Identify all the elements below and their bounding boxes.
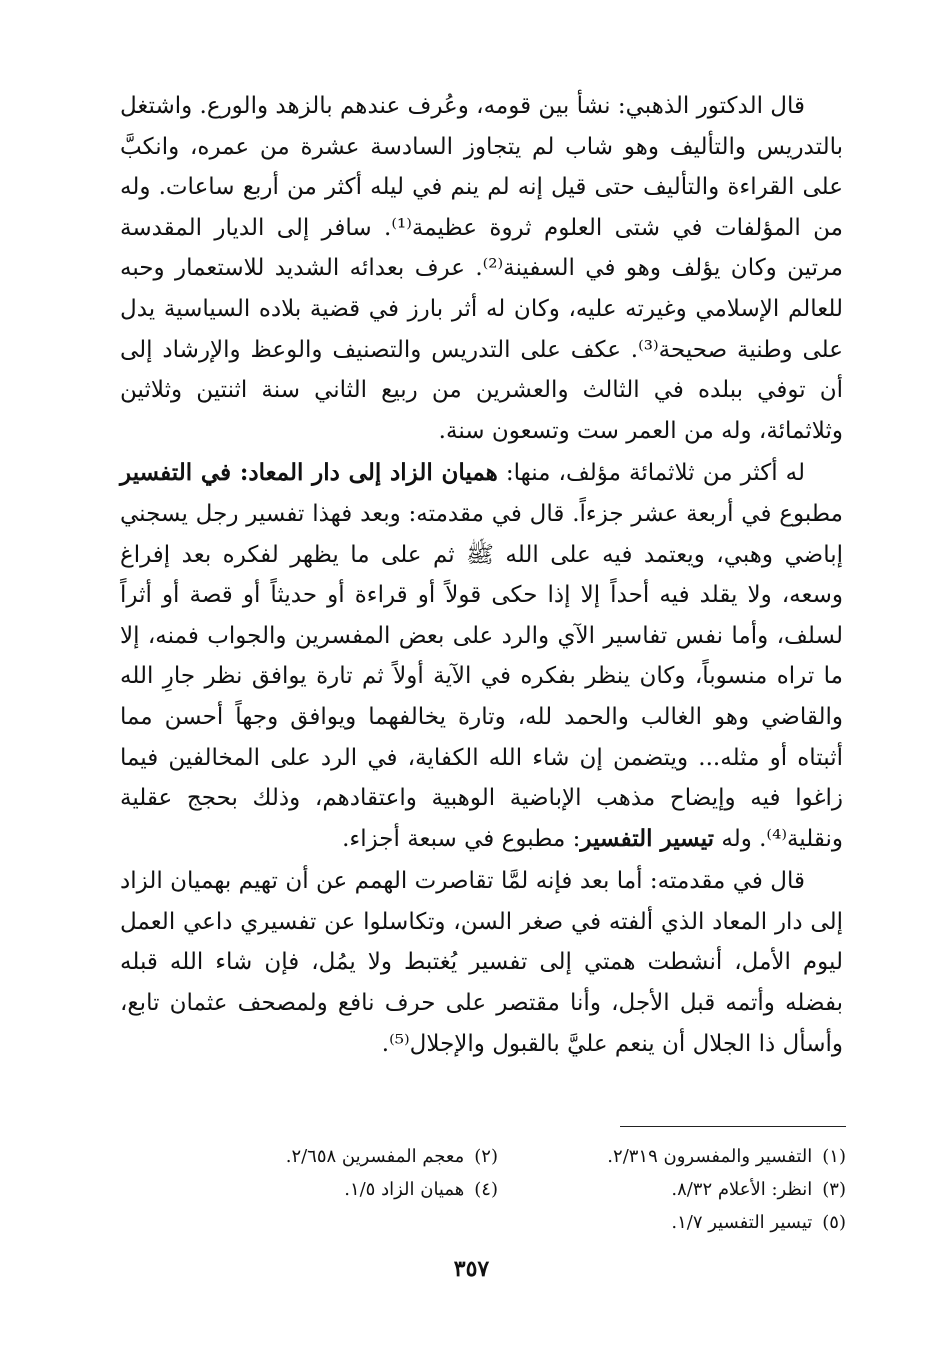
footnote-text: هميان الزاد ١/٥. [344,1179,465,1200]
paragraph-works [120,453,843,859]
footnote-5 [498,1206,846,1239]
footnote-4 [150,1173,498,1206]
footnote-text: معجم المفسرين ٢/٦٥٨. [285,1146,465,1167]
works-intro: له أكثر من ثلاثمائة مؤلف، منها: [497,460,805,487]
footnote-text: التفسير والمفسرون ٢/٣١٩. [607,1146,813,1167]
footnote-row [150,1206,846,1239]
main-text [120,86,843,1064]
paragraph-biography: قال الدكتور الذهبي: نشأ بين قومه، وعُرف عندهم بالزهد والورع. واشتغل بالتدريس والتأليف وهو شاب لم يتجاوز السادسة عشرة من عمره، وانكبَّ على القراءة والتأليف حتى قيل إنه لم ينم في ليله أكثر من أربع ساعات. وله من المؤلفات في شتى العلوم ثروة عظيمة⁽¹⁾. سافر إلى الديار المقدسة مرتين وكان يؤلف وهو في السفينة⁽²⁾. عرف بعدائه الشديد للاستعمار وحبه للعالم الإسلامي وغيرته عليه، وكان له أثر بارز في قضية بلاده السياسية يدل على وطنية صحيحة⁽³⁾. عكف على التدريس والتصنيف والوعظ والإرشاد إلى أن توفي ببلده في الثالث والعشرين من ربيع الثاني سنة اثنتين وثلاثين وثلاثمائة، وله من العمر ست وتسعون سنة. [120,93,843,444]
footnote-text: انظر: الأعلام ٨/٣٢. [671,1179,813,1200]
footnote-number: (١) [822,1146,846,1167]
footnote-3 [498,1173,846,1206]
footnote-2 [150,1140,498,1173]
footnote-number: (٥) [822,1212,846,1233]
footnote-row [150,1173,846,1206]
book-title-taysir: تيسير التفسير [580,824,715,852]
footnotes [150,1140,846,1239]
footnote-divider [620,1126,846,1127]
footnote-number: (٢) [474,1146,498,1167]
footnote-number: (٤) [474,1179,498,1200]
book-title-hemyan: هميان الزاد إلى دار المعاد: في التفسير [120,459,498,487]
works-description: مطبوع في أربعة عشر جزءاً. قال في مقدمته: وبعد فهذا تفسير رجل يسجني إباضي وهبي، ويعتمد فيه على الله ﷺ ثم على ما يظهر لفكره بعد إفراغ وسعه، ولا يقلد فيه أحداً إلا إذا حكى قولاً أو قراءة أو حديثاً أو قصة أو أثراً لسلف، وأما نفس تفاسير الآي والرد على بعض المفسرين والجواب فمنه، إلا ما تراه منسوباً، وكان ينظر بفكره في الآية أولاً ثم تارة يوافق نظر جارِ الله والقاضي وهو الغالب والحمد لله، وتارة يخالفهما ويوافق وجهاً أحسن مما أثبتاه أو مثله... ويتضمن إن شاء الله الكفاية، في الرد على المخالفين فيما زاغوا فيه وإيضاح مذهب الإباضية الوهبية واعتقادهم، وذلك بحجج عقلية ونقلية⁽⁴⁾. وله [120,500,843,852]
works-end: : مطبوع في سبعة أجزاء. [342,825,581,852]
paragraph-introduction-quote: قال في مقدمته: أما بعد فإنه لمَّا تقاصرت الهمم عن أن تهيم بهميان الزاد إلى دار المعاد الذي ألفته في صغر السن، وتكاسلوا عن تفسيري داعي العمل ليوم الأمل، أنشطت همتي إلى تفسير يُغتبط ولا يمُل، فإن شاء الله قبله بفضله وأتمه قبل الأجل، وأنا مقتصر على حرف نافع ولمصحف عثمان تابع، وأسأل ذا الجلال أن ينعم عليَّ بالقبول والإجلال⁽⁵⁾. [120,868,843,1057]
page-number: ٣٥٧ [453,1256,490,1282]
footnote-1 [498,1140,846,1173]
footnote-row [150,1140,846,1173]
footnote-text: تيسير التفسير ١/٧. [671,1212,813,1233]
footnote-number: (٣) [822,1179,846,1200]
